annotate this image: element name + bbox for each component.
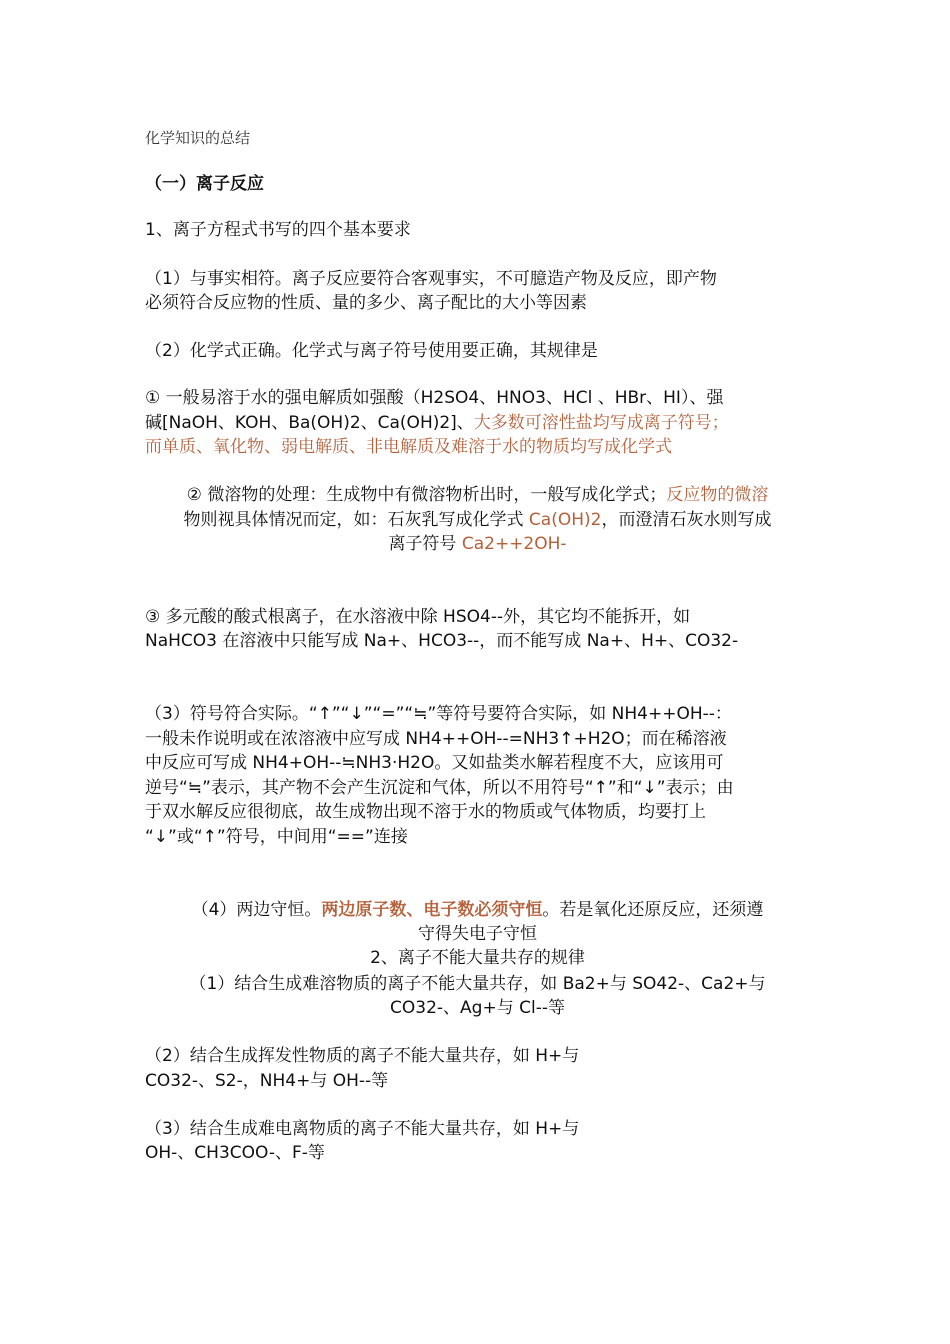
rule1-line3-highlight: 而单质、氧化物、弱电解质、非电解质及难溶于水的物质均写成化学式 <box>145 437 672 457</box>
rule2-line1-highlight: 反应物的微溶 <box>666 485 769 505</box>
rule2-line3 <box>145 532 810 556</box>
req4-line2: 守得失电子守恒 <box>418 924 537 944</box>
subheading-coexistence-rules: 2、离子不能大量共存的规律 <box>370 948 585 968</box>
subheading-four-requirements: 1、离子方程式书写的四个基本要求 <box>145 220 411 240</box>
req3-line5: 于双水解反应很彻底，故生成物出现不溶于水的物质或气体物质，均要打上 <box>145 802 706 822</box>
rule1-line2 <box>145 411 810 435</box>
req3-line6: “↓”或“↑”符号，中间用“==”连接 <box>145 827 408 847</box>
rule2-line1 <box>145 483 810 507</box>
coexist2-line1: （2）结合生成挥发性物质的离子不能大量共存，如 H+与 <box>145 1046 580 1066</box>
req1-line1: （1）与事实相符。离子反应要符合客观事实，不可臆造产物及反应，即产物 <box>145 269 717 289</box>
req3-line4: 逆号“≒”表示，其产物不会产生沉淀和气体，所以不用符号“↑”和“↓”表示；由 <box>145 778 734 798</box>
req3-line1: （3）符号符合实际。“↑”“↓”“=”“≒”等符号要符合实际，如 NH4++OH--： <box>145 704 732 724</box>
coexist1-line2: CO32-、Ag+与 Cl--等 <box>390 998 565 1018</box>
document-title: 化学知识的总结 <box>145 129 251 147</box>
rule2-line1-text: ② 微溶物的处理：生成物中有微溶物析出时，一般写成化学式； <box>186 485 667 505</box>
rule3-line2: NaHCO3 在溶液中只能写成 Na+、HCO3--，而不能写成 Na+、H+、CO32- <box>145 631 739 651</box>
rule1-line2-text: 碱[NaOH、KOH、Ba(OH)2、Ca(OH)2]、 <box>145 413 474 433</box>
rule2-line2-text: 物则视具体情况而定，如：石灰乳写成化学式 <box>183 510 529 530</box>
coexist2-line2: CO32-、S2-，NH4+与 OH--等 <box>145 1071 389 1091</box>
req4-line1-text: （4）两边守恒。 <box>191 900 322 920</box>
rule2-formula: Ca(OH)2 <box>528 510 602 530</box>
req4-line1-tail: 。若是氧化还原反应，还须遵 <box>542 900 764 920</box>
req1-line2: 必须符合反应物的性质、量的多少、离子配比的大小等因素 <box>145 293 587 313</box>
rule2-ion-formula: Ca2++2OH- <box>461 534 567 554</box>
coexist1-line1: （1）结合生成难溶物质的离子不能大量共存，如 Ba2+与 SO42-、Ca2+与 <box>189 974 766 994</box>
rule3-line1: ③ 多元酸的酸式根离子，在水溶液中除 HSO4--外，其它均不能拆开，如 <box>145 607 691 627</box>
rule1-line2-highlight: 大多数可溶性盐均写成离子符号； <box>473 413 729 433</box>
coexist3-line1: （3）结合生成难电离物质的离子不能大量共存，如 H+与 <box>145 1119 580 1139</box>
section-heading-ion-reaction: （一）离子反应 <box>145 174 264 194</box>
req4-line1 <box>145 898 810 922</box>
coexist3-line2: OH-、CH3COO-、F-等 <box>145 1143 325 1163</box>
rule2-line2 <box>145 508 810 532</box>
req4-highlight: 两边原子数、电子数必须守恒 <box>321 900 543 920</box>
req3-line2: 一般未作说明或在浓溶液中应写成 NH4++OH--=NH3↑+H2O；而在稀溶液 <box>145 729 727 749</box>
rule2-line2-tail: ，而澄清石灰水则写成 <box>601 510 772 530</box>
rule1-line1: ① 一般易溶于水的强电解质如强酸（H2SO4、HNO3、HCl 、HBr、HI）、强 <box>145 388 724 408</box>
req2-line: （2）化学式正确。化学式与离子符号使用要正确，其规律是 <box>145 341 598 361</box>
req3-line3: 中反应可写成 NH4+OH--≒NH3·H2O。又如盐类水解若程度不大，应该用可 <box>145 753 724 773</box>
rule2-line3-text: 离子符号 <box>388 534 462 554</box>
